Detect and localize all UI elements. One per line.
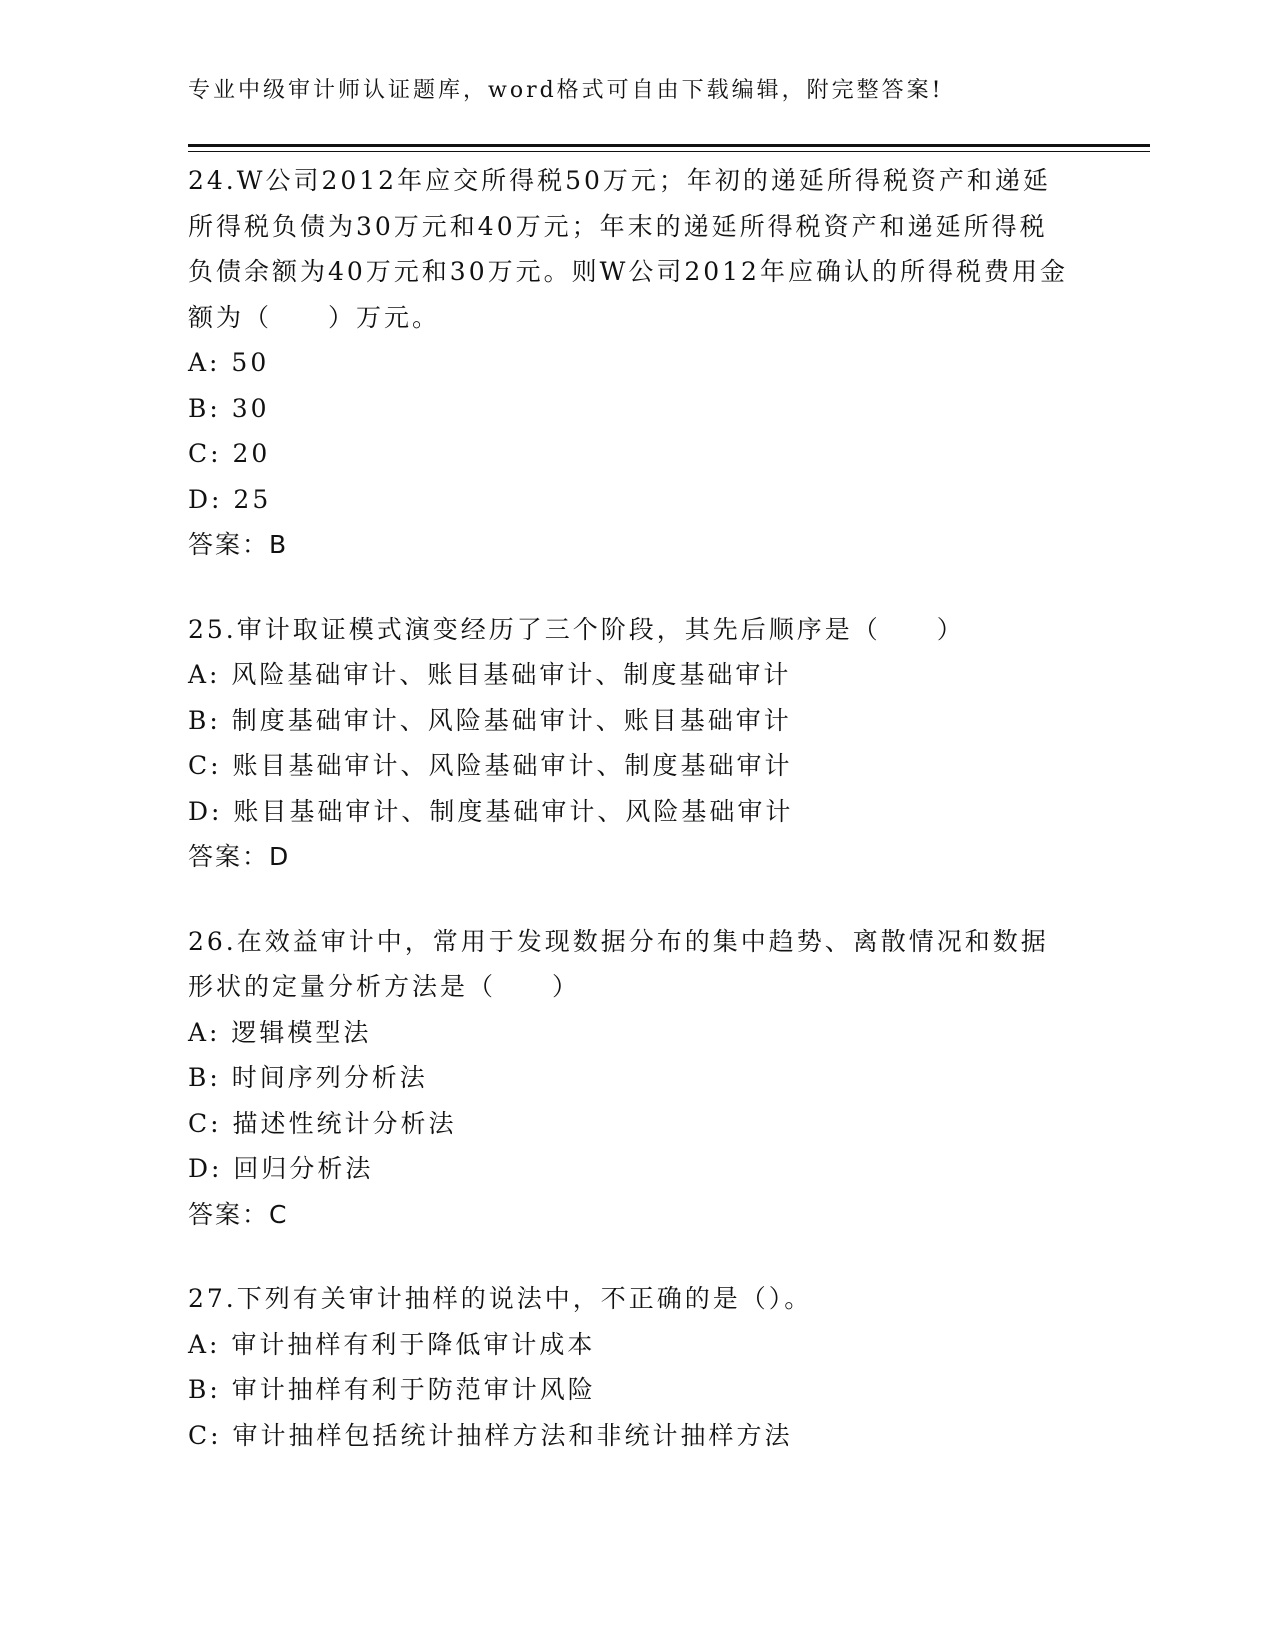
- question-list: [188, 158, 1068, 1497]
- option-c: C: 账目基础审计、风险基础审计、制度基础审计: [188, 751, 793, 780]
- option-c: C: 描述性统计分析法: [188, 1108, 457, 1138]
- option-b: B: 审计抽样有利于防范审计风险: [188, 1375, 596, 1404]
- option-b: B: 制度基础审计、风险基础审计、账目基础审计: [188, 705, 792, 735]
- option-b: B: 30: [188, 393, 270, 423]
- question-26: [188, 919, 1068, 1238]
- question-24: [188, 158, 1068, 568]
- option-b: B: 时间序列分析法: [188, 1063, 428, 1092]
- option-a: A: 风险基础审计、账目基础审计、制度基础审计: [188, 660, 792, 689]
- header-rule-thin: [188, 151, 1150, 152]
- page-header: 专业中级审计师认证题库，word格式可自由下载编辑，附完整答案!: [188, 78, 944, 103]
- option-d: D: 回归分析法: [188, 1154, 374, 1183]
- question-27: [188, 1276, 1068, 1458]
- option-d: D: 账目基础审计、制度基础审计、风险基础审计: [188, 796, 794, 826]
- option-a: A: 50: [188, 348, 270, 377]
- question-stem: 27.下列有关审计抽样的说法中，不正确的是（）。: [188, 1284, 813, 1313]
- question-stem: 24.W公司2012年应交所得税50万元；年初的递延所得税资产和递延所得税负债为30万元和40万元；年末的递延所得税资产和递延所得税负债余额为40万元和30万元。则W公司2012年应确认的所得税费用金额为（ ）万元。: [188, 166, 1068, 332]
- option-d: D: 25: [188, 484, 272, 514]
- question-stem: 26.在效益审计中，常用于发现数据分布的集中趋势、离散情况和数据形状的定量分析方法是（ ）: [188, 926, 1049, 1001]
- question-25: [188, 607, 1068, 880]
- question-stem: 25.审计取证模式演变经历了三个阶段，其先后顺序是（ ）: [188, 614, 965, 644]
- option-a: A: 审计抽样有利于降低审计成本: [188, 1329, 596, 1359]
- answer-label: 答案：D: [188, 842, 291, 871]
- answer-label: 答案：B: [188, 530, 289, 559]
- option-c: C: 审计抽样包括统计抽样方法和非统计抽样方法: [188, 1420, 793, 1450]
- answer-label: 答案：C: [188, 1199, 289, 1229]
- option-c: C: 20: [188, 439, 271, 468]
- option-a: A: 逻辑模型法: [188, 1017, 372, 1047]
- header-rule-thick: [188, 144, 1150, 147]
